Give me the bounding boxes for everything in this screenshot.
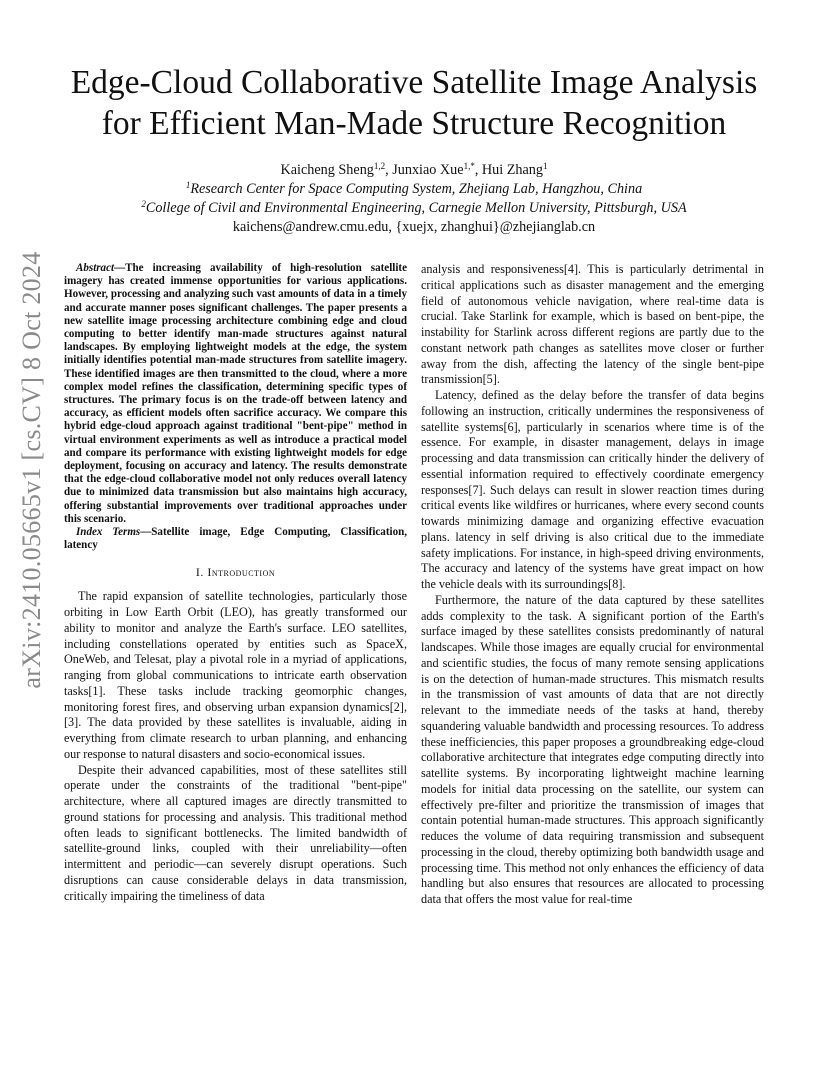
affiliation-2-text: College of Civil and Environmental Engineering, Carnegie Mellon University, Pittsburgh, USA bbox=[145, 200, 687, 216]
affiliation-2-mark: 2 bbox=[141, 199, 146, 209]
index-terms bbox=[64, 526, 407, 552]
title-line-2: for Efficient Man-Made Structure Recognition bbox=[101, 105, 727, 142]
index-terms-text: —Satellite image, Edge Computing, Classification, latency bbox=[64, 526, 408, 552]
section-number: I. bbox=[195, 565, 208, 580]
left-column bbox=[64, 262, 407, 904]
body-paragraph: analysis and responsiveness[4]. This is particularly detrimental in critical applications such as disaster management and the emerging field of autonomous vehicle navigation, where real-time data is crucial. Take Starlink for example, which is based on bent-pipe, the instability for Starlink across different regions are partly due to the constant network path changes as satellites move closer or further away from the dish, affecting the latency of the single bent-pipe transmission[5]. bbox=[421, 262, 764, 387]
body-paragraph: Despite their advanced capabilities, most of these satellites still operate under the constraints of the traditional "bent-pipe" architecture, where all captured images are directly transmitted to ground stations for processing and analysis. This traditional method often leads to significant bottlenecks. The limited bandwidth of satellite-ground links, coupled with their unreliability—often intermittent and periodic—can severely disrupt operations. Such disruptions can cause considerable delays in data transmission, critically impairing the timeliness of data bbox=[64, 762, 407, 903]
body-paragraph: Latency, defined as the delay before the transfer of data begins following an instruction, critically undermines the responsiveness of satellite systems[6], particularly in scenarios where time is of the essence. For example, in disaster management, delays in image processing and data transmission can critically hinder the delivery of essential information required to effectively coordinate emergency responses[7]. Such delays can result in slower reaction times during critical events like wildfires or hurricanes, where every second counts towards minimizing damage and organizing effective evacuation plans. latency in self driving is also critical due to the immediate safety implications. For instance, in high-speed driving environments, The accuracy and latency of the systems have great impact on how the vehicle deals with its surroundings[8]. bbox=[421, 388, 764, 591]
affiliation-1-mark: 1 bbox=[185, 180, 191, 190]
abstract-lead: Abstract bbox=[76, 262, 115, 274]
affiliation-2 bbox=[60, 199, 768, 218]
section-title: Introduction bbox=[207, 565, 276, 580]
section-heading bbox=[64, 565, 407, 580]
abstract bbox=[64, 262, 407, 526]
author-name-3: Hui Zhang bbox=[481, 162, 543, 178]
author-affil-mark-2: 1,* bbox=[463, 161, 475, 171]
arxiv-identifier-text: arXiv:2410.05665v1 [cs.CV] 8 Oct 2024 bbox=[17, 251, 46, 689]
author-separator: , bbox=[474, 162, 482, 178]
author-affil-mark-1: 1,2 bbox=[373, 161, 386, 171]
arxiv-identifier bbox=[8, 190, 56, 750]
body-paragraph: Furthermore, the nature of the data captured by these satellites adds complexity to the task. A significant portion of the Earth's surface imaged by these satellites consists predominantly of natural landscapes. While those images are equally crucial for environmental and scientific studies, the focus of many remote sensing applications is on the detection of human-made structures. This mismatch results in the transmission of vast amounts of data that are not directly relevant to the immediate needs of the tasks at hand, thereby squandering valuable bandwidth and processing resources. To address these inefficiencies, this paper proposes a groundbreaking edge-cloud collaborative architecture that integrates edge computing directly into satellite systems. By incorporating lightweight machine learning models for initial data processing on the satellite, our system can effectively pre-filter and prioritize the transmission of images that contain potential human-made structures. This approach significantly reduces the volume of data requiring transmission and subsequent processing in the cloud, thereby optimizing both bandwidth usage and processing time. This method not only enhances the efficiency of data handling but also ensures that resources are allocated to processing data that offers the most value for real-time bbox=[421, 592, 764, 906]
right-column bbox=[421, 262, 764, 908]
paper-title bbox=[60, 62, 768, 144]
title-line-1: Edge-Cloud Collaborative Satellite Image Analysis bbox=[70, 64, 758, 101]
affiliation-1-text: Research Center for Space Computing System, Zhejiang Lab, Hangzhou, China bbox=[190, 181, 643, 197]
body-paragraph: The rapid expansion of satellite technologies, particularly those orbiting in Low Earth Orbit (LEO), has greatly transformed our ability to monitor and analyze the Earth's surface. LEO satellites, including constellations operated by entities such as SpaceX, OneWeb, and Telesat, play a pivotal role in a myriad of applications, ranging from global communications to intricate earth observation tasks[1]. These tasks include tracking geomorphic changes, monitoring forest fires, and observing urban expansion dynamics[2], [3]. The data provided by these satellites is invaluable, aiding in everything from climate research to urban planning, and enhancing our response to natural disasters and socio-economical issues. bbox=[64, 589, 407, 761]
author-separator: , bbox=[385, 162, 393, 178]
author-name-2: Junxiao Xue bbox=[392, 162, 464, 178]
author-emails: kaichens@andrew.cmu.edu, {xuejx, zhanghui}@zhejianglab.cn bbox=[232, 219, 596, 235]
author-block bbox=[60, 161, 768, 237]
author-name-1: Kaicheng Sheng bbox=[280, 162, 374, 178]
index-terms-lead: Index Terms bbox=[76, 526, 141, 539]
author-names bbox=[60, 161, 768, 180]
abstract-text: —The increasing availability of high-resolution satellite imagery has created immense opportunities for various applications. However, processing and analyzing such vast amounts of data in a timely and accurate manner poses significant challenges. The paper presents a new satellite image processing architecture combining edge and cloud computing to better identify man-made structures against natural landscapes. By employing lightweight models at the edge, the system initially identifies potential man-made structures from satellite imagery. These identified images are then transmitted to the cloud, where a more complex model refines the classification, determining specific types of structures. The primary focus is on the trade-off between latency and accuracy, as efficient models often sacrifice accuracy. We compare this hybrid edge-cloud approach against traditional "bent-pipe" method in virtual environment experiments as well as introduce a practical model and compare its performance with existing lightweight models for edge deployment, focusing on accuracy and latency. The results demonstrate that the edge-cloud collaborative model not only reduces overall latency due to minimized data transmission but also maintains high accuracy, offering substantial improvements over traditional approaches under this scenario. bbox=[64, 262, 407, 525]
author-affil-mark-3: 1 bbox=[542, 161, 548, 171]
affiliation-1 bbox=[60, 180, 768, 199]
